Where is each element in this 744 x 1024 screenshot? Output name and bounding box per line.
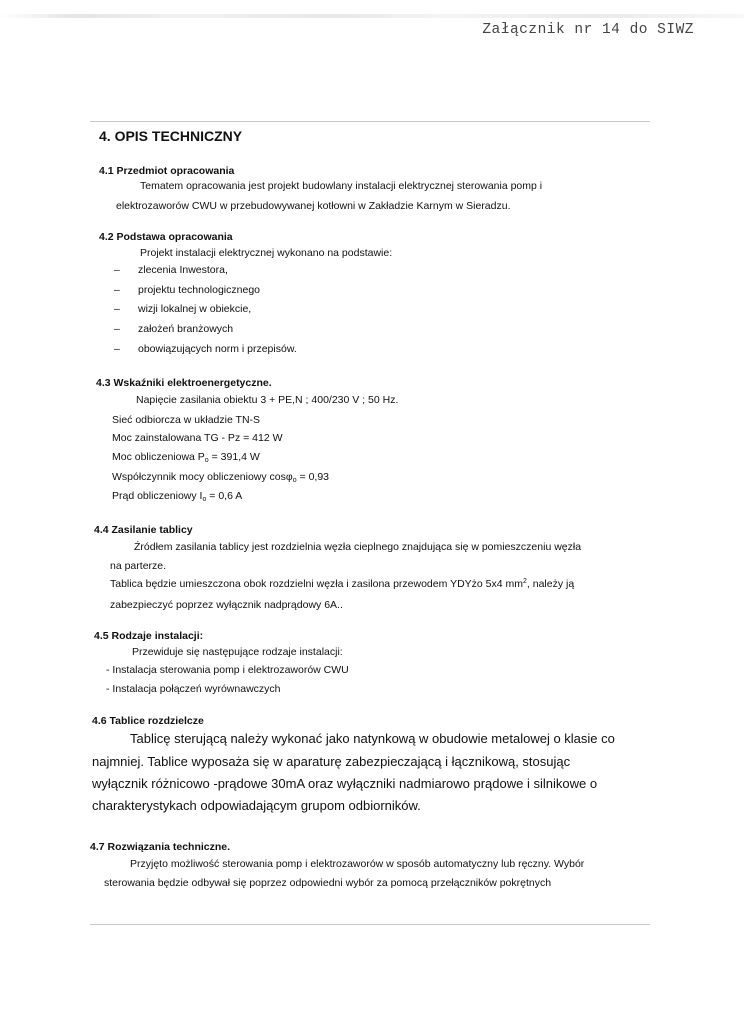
section-4-4-line-1: Źródłem zasilania tablicy jest rozdzielnia węzła cieplnego znajdująca się w pomieszczeniu węzła bbox=[134, 541, 582, 553]
section-4-1-title: 4.1 Przedmiot opracowania bbox=[99, 165, 235, 177]
section-4-6-line-1: Tablicę sterującą należy wykonać jako natynkową w obudowie metalowej o klasie co bbox=[130, 731, 615, 746]
section-4-3-line-5: Współczynnik mocy obliczeniowy cosφ$_o$ = 0,93 bbox=[112, 471, 330, 484]
section-4-2-intro: Projekt instalacji elektrycznej wykonano na podstawie: bbox=[140, 247, 393, 259]
section-4-1-line-1: Tematem opracowania jest projekt budowlany instalacji elektrycznej sterowania pomp i bbox=[140, 180, 543, 192]
section-4-4-line-4: zabezpieczyć poprzez wyłącznik nadprądowy 6A.. bbox=[110, 599, 343, 611]
section-4-3-line-6: Prąd obliczeniowy $I_o = 0,6$ A bbox=[112, 490, 243, 503]
scan-artifact-top bbox=[0, 14, 744, 18]
section-4-6-line-4: charakterystykach odpowiadającym grupom odbiorników. bbox=[92, 798, 421, 813]
section-4-2-title: 4.2 Podstawa opracowania bbox=[99, 231, 233, 243]
section-4-6-line-2: najmniej. Tablice wyposaża się w aparaturę zabezpieczającą i łącznikową, stosując bbox=[92, 754, 571, 769]
section-4-1-line-2: elektrozaworów CWU w przebudowywanej kotłowni w Zakładzie Karnym w Sieradzu. bbox=[116, 200, 511, 212]
list-item: – projektu technologicznego bbox=[114, 284, 261, 296]
list-item: – obowiązujących norm i przepisów. bbox=[114, 343, 297, 355]
list-item: - Instalacja sterowania pomp i elektrozaworów CWU bbox=[106, 664, 349, 676]
section-4-3-line-1: Napięcie zasilania obiektu 3 + PE,N ; 400/230 V ; 50 Hz. bbox=[136, 394, 399, 406]
section-4-3-line-2: Sieć odbiorcza w układzie TN-S bbox=[112, 414, 261, 426]
section-4-5-title: 4.5 Rodzaje instalacji: bbox=[94, 630, 204, 642]
section-4-7-line-2: sterowania będzie odbywał się poprzez odpowiedni wybór za pomocą przełączników pokrętnych bbox=[104, 877, 552, 889]
section-4-6-title: 4.6 Tablice rozdzielcze bbox=[92, 715, 204, 727]
attachment-header: Załącznik nr 14 do SIWZ bbox=[482, 22, 694, 38]
list-item: - Instalacja połączeń wyrównawczych bbox=[106, 683, 281, 695]
section-4-4-title: 4.4 Zasilanie tablicy bbox=[94, 524, 193, 536]
list-item: – zlecenia Inwestora, bbox=[114, 264, 228, 276]
list-item: – założeń branżowych bbox=[114, 323, 234, 335]
document-title: 4. OPIS TECHNICZNY bbox=[99, 128, 243, 144]
top-divider bbox=[90, 121, 650, 122]
section-4-3-title: 4.3 Wskaźniki elektroenergetyczne. bbox=[96, 377, 272, 389]
section-4-4-line-3: Tablica będzie umieszczona obok rozdzielni węzła i zasilona przewodem YDYżo 5x4 $mm^2$, należy ją bbox=[110, 578, 575, 590]
section-4-3-line-3: Moc zainstalowana TG - Pz = 412 W bbox=[112, 432, 283, 444]
section-4-3-line-4: Moc obliczeniowa $P_o = 391,4$ W bbox=[112, 451, 260, 464]
bottom-divider bbox=[90, 924, 650, 925]
list-item: – wizji lokalnej w obiekcie, bbox=[114, 303, 252, 315]
section-4-6-line-3: wyłącznik różnicowo -prądowe 30mA oraz wyłączniki nadmiarowo prądowe i silnikowe o bbox=[92, 776, 598, 791]
section-4-4-line-2: na parterze. bbox=[110, 560, 167, 572]
section-4-7-line-1: Przyjęto możliwość sterowania pomp i elektrozaworów w sposób automatyczny lub ręczny. Wybór bbox=[130, 858, 585, 870]
section-4-5-intro: Przewiduje się następujące rodzaje instalacji: bbox=[132, 646, 343, 658]
section-4-7-title: 4.7 Rozwiązania techniczne. bbox=[90, 841, 231, 853]
